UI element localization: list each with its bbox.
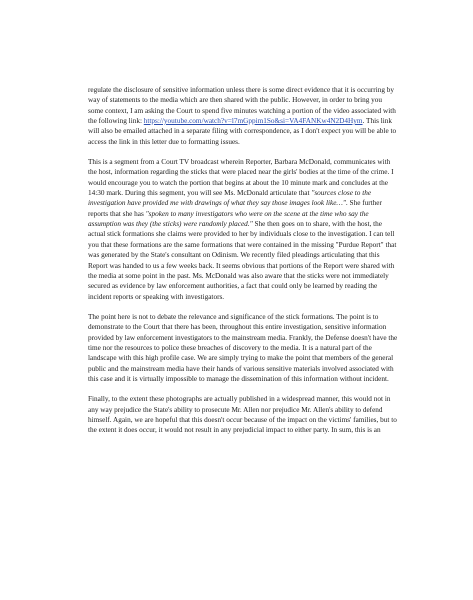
paragraph: [88, 157, 398, 302]
body-text: She then goes on to share, with the host, the actual stick formations she claims were provided to her by individuals close to the investigation. I can tell you that these formations are the same formations that were contained in the missing "Purdue Report" that was generated by the State's consultant on Odinism. We recently filed pleadings articulating that this Report was handed to us a few weeks back. It seems obvious that portions of the Report were shared with the media at some point in the past. Ms. McDonald was also aware that the sticks were not immediately secured as evidence by law enforcement authorities, a fact that could only be learned by reading the incident reports or speaking with investigators.: [88, 220, 397, 301]
body-text: The point here is not to debate the relevance and significance of the stick formations. The point is to demonstrate to the Court that there has been, throughout this entire investigation, sensitive information provided by law enforcement investigators to the mainstream media. Frankly, the Defense doesn't have the time nor the resources to police these breaches of discovery to the media. It is a natural part of the landscape with this high profile case. We are simply trying to make the point that members of the general public and the mainstream media have their hands of various sensitive materials involved associated with this case and it is virtually impossible to manage the dissemination of this information without incident.: [88, 312, 398, 383]
quoted-text: "sources close to the investigation have provided me with drawings of what they say those images look like…": [88, 189, 372, 208]
quoted-text: "spoken to many investigators who were on the scene at the time who say the assumption was they (the sticks) were randomly placed.": [88, 209, 369, 229]
letter-body: [88, 85, 398, 446]
paragraph: [88, 394, 398, 435]
body-text: regulate the disclosure of sensitive information unless there is some direct evidence that it is occurring by way of statements to the media which are then shared with the public. However, in order to bring you some context, I am asking the Court to spend five minutes watching a portion of the video associated with the following link:: [88, 86, 396, 126]
video-link[interactable]: https://youtube.com/watch?v=l7mGppim1So&si=VA4FANKw4N2D4Hym: [143, 117, 363, 126]
paragraph: [88, 312, 398, 384]
body-text: This is a segment from a Court TV broadcast wherein Reporter, Barbara McDonald, communicates with the host, information regarding the sticks that were placed near the girls' bodies at the time of the crime. I would encourage you to watch the portion that begins at about the 10 minute mark and concludes at the 14:30 mark. During this segment, you will see Ms. McDonald articulate that: [88, 158, 394, 198]
body-text: . This link will also be emailed attached in a separate filing with correspondence, as I don't expect you will be able to access the link in this letter due to formatting issues.: [88, 117, 397, 146]
body-text: . She further reports that she has: [88, 199, 382, 218]
body-text: Finally, to the extent these photographs are actually published in a widespread manner, this would not in any way prejudice the State's ability to prosecute Mr. Allen nor prejudice Mr. Allen's ability to defend himself. Again, we are hopeful that this doesn't occur because of the impact on the victims' families, but to the extent it does occur, it would not result in any prejudicial impact to either party. In sum, this is an: [88, 395, 397, 435]
paragraph: [88, 85, 398, 147]
